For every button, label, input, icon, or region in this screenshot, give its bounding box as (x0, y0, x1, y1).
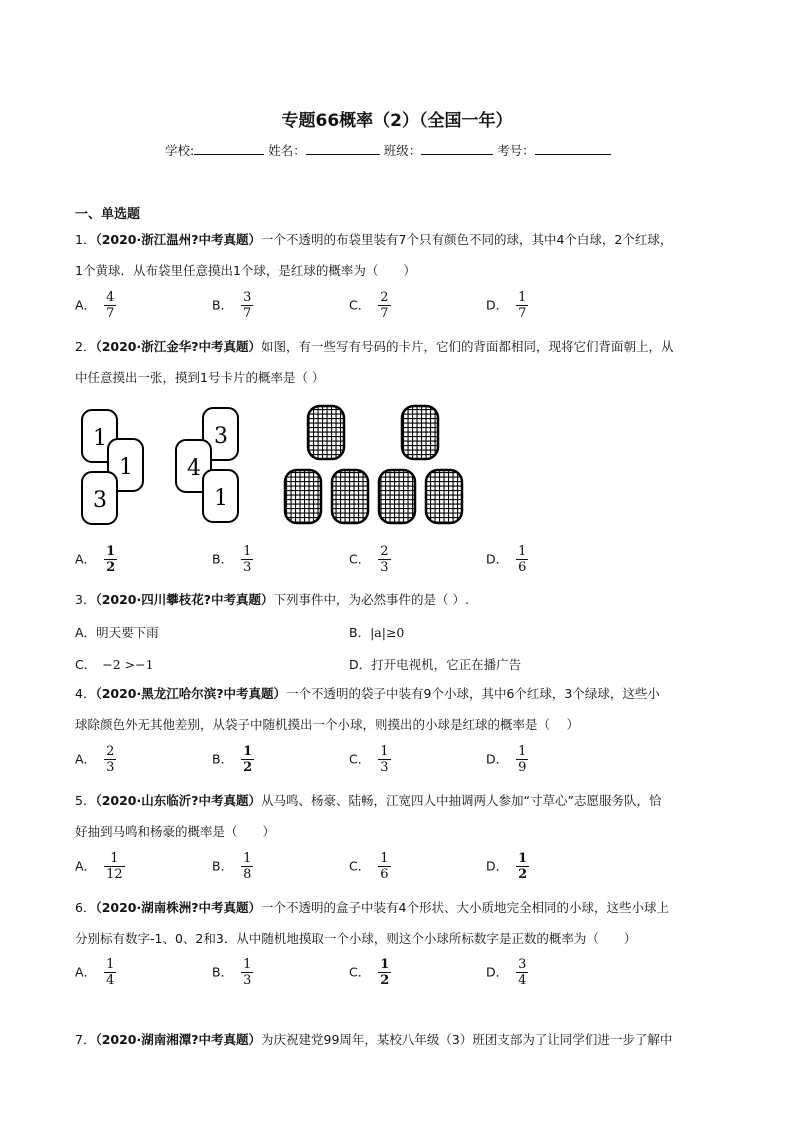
question-source: （2020·山东临沂?中考真题） (95, 793, 261, 808)
question-number: 3． (75, 592, 96, 607)
q6-option-c[interactable]: C． $\frac{1}{2}$ (349, 957, 390, 988)
question-number: 2． (75, 339, 96, 354)
card-number: 4 (187, 456, 201, 481)
q4-option-b[interactable]: B． $\frac{1}{2}$ (212, 744, 253, 775)
question-number: 5． (75, 793, 96, 808)
q4-option-d[interactable]: D． $\frac{1}{9}$ (486, 744, 527, 775)
q5-option-c[interactable]: C． $\frac{1}{6}$ (349, 851, 389, 882)
q6-option-a[interactable]: A． $\frac{1}{4}$ (75, 957, 115, 988)
question-text: 从马鸣、杨豪、陆畅，江宽四人中抽调两人参加“寸草心”志愿服务队，恰 (261, 793, 662, 808)
q5-option-b[interactable]: B． $\frac{1}{8}$ (212, 851, 252, 882)
card-number: 1 (93, 426, 107, 451)
school-blank[interactable] (194, 142, 264, 155)
q1-option-d[interactable]: D． $\frac{1}{7}$ (486, 290, 527, 321)
class-blank[interactable] (421, 142, 493, 155)
face-down-card (426, 470, 462, 523)
question-text: 一个不透明的盒子中装有4个形状、大小质地完全相同的小球，这些小球上 (261, 900, 669, 915)
question-6-line-1 (75, 900, 669, 915)
question-1-line-2: 1个黄球．从布袋里任意摸出1个球，是红球的概率为（ ） (75, 263, 416, 278)
question-text: 为庆祝建党99周年，某校八年级（3）班团支部为了让同学们进一步了解中 (261, 1032, 673, 1047)
question-number: 1． (75, 232, 96, 247)
face-down-card (285, 470, 321, 523)
question-2-line-1 (75, 339, 674, 354)
q4-option-c[interactable]: C． $\frac{1}{3}$ (349, 744, 389, 775)
q5-option-d[interactable]: D． $\frac{1}{2}$ (486, 851, 528, 882)
question-source: （2020·湖南湘潭?中考真题） (95, 1032, 261, 1047)
class-label: 班级： (383, 143, 422, 158)
q6-option-d[interactable]: D． $\frac{3}{4}$ (486, 957, 527, 988)
question-7-line-1 (75, 1032, 672, 1047)
question-2-line-2: 中任意摸出一张，摸到1号卡片的概率是（ ） (75, 370, 325, 385)
face-down-card (308, 406, 344, 459)
question-text: 下列事件中，为必然事件的是（ ）. (273, 592, 469, 607)
question-number: 6． (75, 900, 96, 915)
question-3-line-1 (75, 592, 469, 607)
face-down-card (402, 406, 438, 459)
student-info-line (165, 141, 615, 159)
q4-option-a[interactable]: A． $\frac{2}{3}$ (75, 744, 115, 775)
q3-option-a[interactable]: A．明天要下雨 (75, 625, 159, 640)
q3-option-d[interactable]: D．打开电视机，它正在播广告 (349, 657, 522, 672)
question-4-line-1 (75, 686, 660, 701)
q1-option-b[interactable]: B． $\frac{3}{7}$ (212, 290, 252, 321)
q5-option-a[interactable]: A． $\frac{1}{12}$ (75, 851, 123, 882)
q2-option-c[interactable]: C． $\frac{2}{3}$ (349, 544, 389, 575)
question-source: （2020·浙江金华?中考真题） (95, 339, 261, 354)
question-1-line-1 (75, 232, 672, 247)
question-source: （2020·四川攀枝花?中考真题） (95, 592, 274, 607)
q6-option-b[interactable]: B． $\frac{1}{3}$ (212, 957, 252, 988)
question-5-line-2: 好抽到马鸣和杨豪的概率是（ ） (75, 824, 276, 839)
q3-option-b[interactable]: B．|a|≥0 (349, 625, 405, 640)
question-number: 4． (75, 686, 96, 701)
exam-no-label: 考号： (497, 143, 535, 158)
card-number: 1 (214, 486, 228, 511)
page-title: 专题66概率（2）（全国一年） (281, 111, 513, 131)
name-blank[interactable] (306, 142, 380, 155)
card-number: 1 (119, 455, 133, 480)
card-number: 3 (93, 488, 107, 513)
card-number: 3 (214, 424, 228, 449)
q2-option-d[interactable]: D． $\frac{1}{6}$ (486, 544, 527, 575)
school-label: 学校: (165, 143, 195, 158)
cards-figure (70, 400, 470, 530)
face-down-card (379, 470, 415, 523)
q2-option-b[interactable]: B． $\frac{1}{3}$ (212, 544, 252, 575)
question-4-line-2: 球除颜色外无其他差别，从袋子中随机摸出一个小球，则摸出的小球是红球的概率是（ ） (75, 717, 579, 732)
face-down-card (332, 470, 368, 523)
question-source: （2020·黑龙江哈尔滨?中考真题） (95, 686, 286, 701)
q1-option-a[interactable]: A． $\frac{4}{7}$ (75, 290, 115, 321)
q1-option-c[interactable]: C． $\frac{2}{7}$ (349, 290, 389, 321)
question-text: 如图，有一些写有号码的卡片，它们的背面都相同，现将它们背面朝上，从 (261, 339, 674, 354)
question-source: （2020·湖南株洲?中考真题） (95, 900, 261, 915)
question-text: 一个不透明的布袋里装有7个只有颜色不同的球，其中4个白球，2个红球， (261, 232, 673, 247)
question-text: 一个不透明的袋子中装有9个小球，其中6个红球，3个绿球，这些小 (286, 686, 660, 701)
question-5-line-1 (75, 793, 661, 808)
question-6-line-2: 分别标有数字-1、0、2和3．从中随机地摸取一个小球，则这个小球所标数字是正数的概率为（ ） (75, 931, 637, 946)
q3-option-c[interactable]: C． −2 >−1 (75, 657, 154, 672)
question-source: （2020·浙江温州?中考真题） (95, 232, 261, 247)
exam-no-blank[interactable] (535, 142, 611, 155)
question-number: 7． (75, 1032, 96, 1047)
q2-option-a[interactable]: A． $\frac{1}{2}$ (75, 544, 116, 575)
name-label: 姓名： (268, 143, 306, 158)
section-heading: 一、单选题 (75, 207, 141, 222)
